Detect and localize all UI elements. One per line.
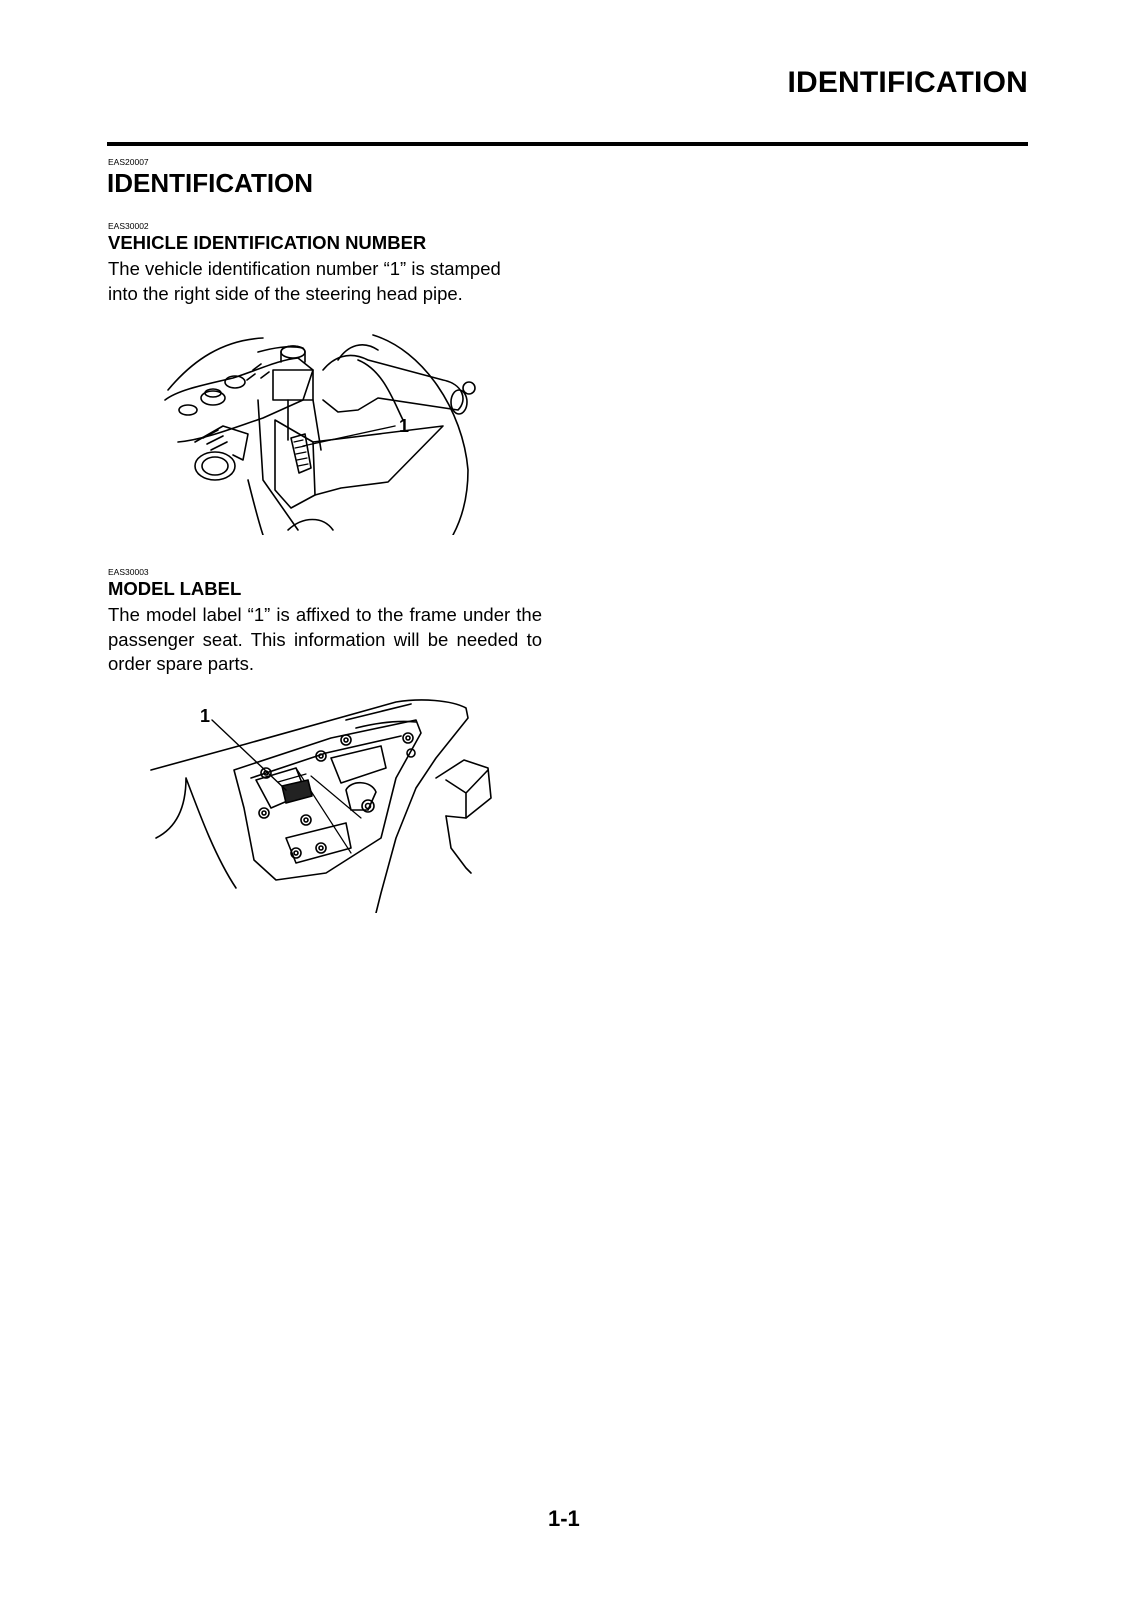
- header-rule: [107, 142, 1028, 146]
- model-label-code: EAS30003: [108, 567, 149, 577]
- page-header-title: IDENTIFICATION: [787, 66, 1028, 99]
- vin-body: [108, 257, 542, 306]
- model-label-callout-number: 1: [200, 706, 211, 726]
- model-label-body: The model label “1” is affixed to the frame under the passenger seat. This information will be needed to order spare parts.: [108, 604, 542, 674]
- vin-heading: VEHICLE IDENTIFICATION NUMBER: [108, 232, 427, 253]
- vin-body-line-1: The vehicle identification number “1” is stamped: [108, 258, 501, 279]
- vin-code: EAS30002: [108, 221, 149, 231]
- steering-head-illustration: [163, 330, 483, 535]
- vin-body-line-2: into the right side of the steering head pipe.: [108, 282, 463, 304]
- model-label-heading: MODEL LABEL: [108, 578, 242, 599]
- vin-callout-number: 1: [399, 416, 410, 436]
- section-title: IDENTIFICATION: [107, 168, 314, 198]
- section-code: EAS20007: [108, 157, 149, 167]
- model-label-illustration: [146, 698, 506, 913]
- page-number: 1-1: [548, 1506, 580, 1531]
